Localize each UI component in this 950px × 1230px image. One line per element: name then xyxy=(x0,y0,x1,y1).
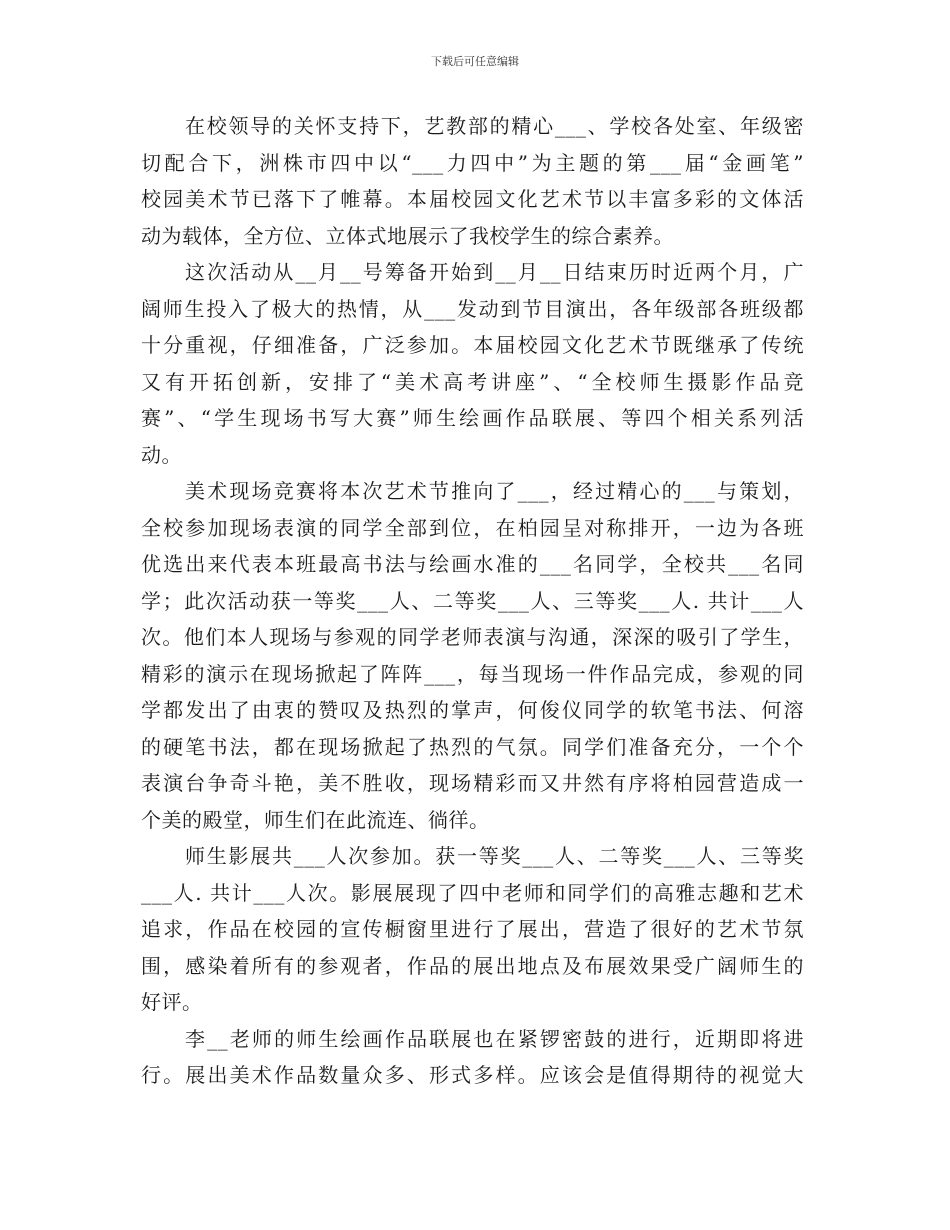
text-line: 围，感染着所有的参观者，作品的展出地点及布展效果受广阔师生的 xyxy=(141,953,804,978)
text-line: 赛”、“学生现场书写大赛”师生绘画作品联展、等四个相关系列活 xyxy=(141,406,804,430)
document-body xyxy=(141,108,804,1094)
text-line: 优选出来代表本班最高书法与绘画水准的___名同学，全校共___名同 xyxy=(141,552,804,576)
text-line: 在校领导的关怀支持下，艺教部的精心___、学校各处室、年级密 xyxy=(185,114,804,138)
text-line: 行。展出美术作品数量众多、形式多样。应该会是值得期待的视觉大 xyxy=(141,1063,804,1087)
text-line: 好评。 xyxy=(141,990,203,1014)
text-line: 又有开拓创新，安排了“美术高考讲座”、“全校师生摄影作品竞 xyxy=(141,369,804,394)
text-line: 学；此次活动获一等奖___人、二等奖___人、三等奖___人. 共计___人 xyxy=(141,588,804,613)
text-line: 美术现场竞赛将本次艺术节推向了___，经过精心的___与策划， xyxy=(185,479,804,503)
text-line: 李__老师的师生绘画作品联展也在紧锣密鼓的进行，近期即将进 xyxy=(185,1026,804,1051)
text-line: 表演台争奇斗艳，美不胜收，现场精彩而又井然有序将柏园营造成一 xyxy=(141,771,804,795)
text-line: 校园美术节已落下了帷幕。本届校园文化艺术节以丰富多彩的文体活 xyxy=(141,187,804,211)
text-line: 阔师生投入了极大的热情，从___发动到节目演出，各年级部各班级都 xyxy=(141,296,804,321)
text-line: 追求，作品在校园的宣传橱窗里进行了展出，营造了很好的艺术节氛 xyxy=(141,917,804,941)
text-line: 次。他们本人现场与参观的同学老师表演与沟通，深深的吸引了学生， xyxy=(141,625,804,649)
text-line: 切配合下，洲株市四中以“___力四中”为主题的第___届“金画笔” xyxy=(141,150,804,175)
text-line: 动为载体，全方位、立体式地展示了我校学生的综合素养。 xyxy=(141,223,674,248)
text-line: 的硬笔书法，都在现场掀起了热烈的气氛。同学们准备充分，一个个 xyxy=(141,734,804,759)
text-line: ___人. 共计___人次。影展展现了四中老师和同学们的高雅志趣和艺术 xyxy=(141,880,804,905)
text-line: 这次活动从__月__号筹备开始到__月__日结束历时近两个月，广 xyxy=(185,260,804,284)
text-line: 师生影展共___人次参加。获一等奖___人、二等奖___人、三等奖 xyxy=(185,844,804,868)
text-line: 动。 xyxy=(141,442,182,467)
page-header: 下载后可任意编辑 xyxy=(431,55,519,68)
text-line: 全校参加现场表演的同学全部到位，在柏园呈对称排开，一边为各班 xyxy=(141,515,804,540)
text-line: 个美的殿堂，师生们在此流连、徜徉。 xyxy=(141,807,490,832)
text-line: 学都发出了由衷的赞叹及热烈的掌声，何俊仪同学的软笔书法、何溶 xyxy=(141,698,804,722)
text-line: 精彩的演示在现场掀起了阵阵___，每当现场一件作品完成，参观的同 xyxy=(141,661,804,686)
text-line: 十分重视，仔细准备，广泛参加。本届校园文化艺术节既继承了传统 xyxy=(141,333,804,357)
